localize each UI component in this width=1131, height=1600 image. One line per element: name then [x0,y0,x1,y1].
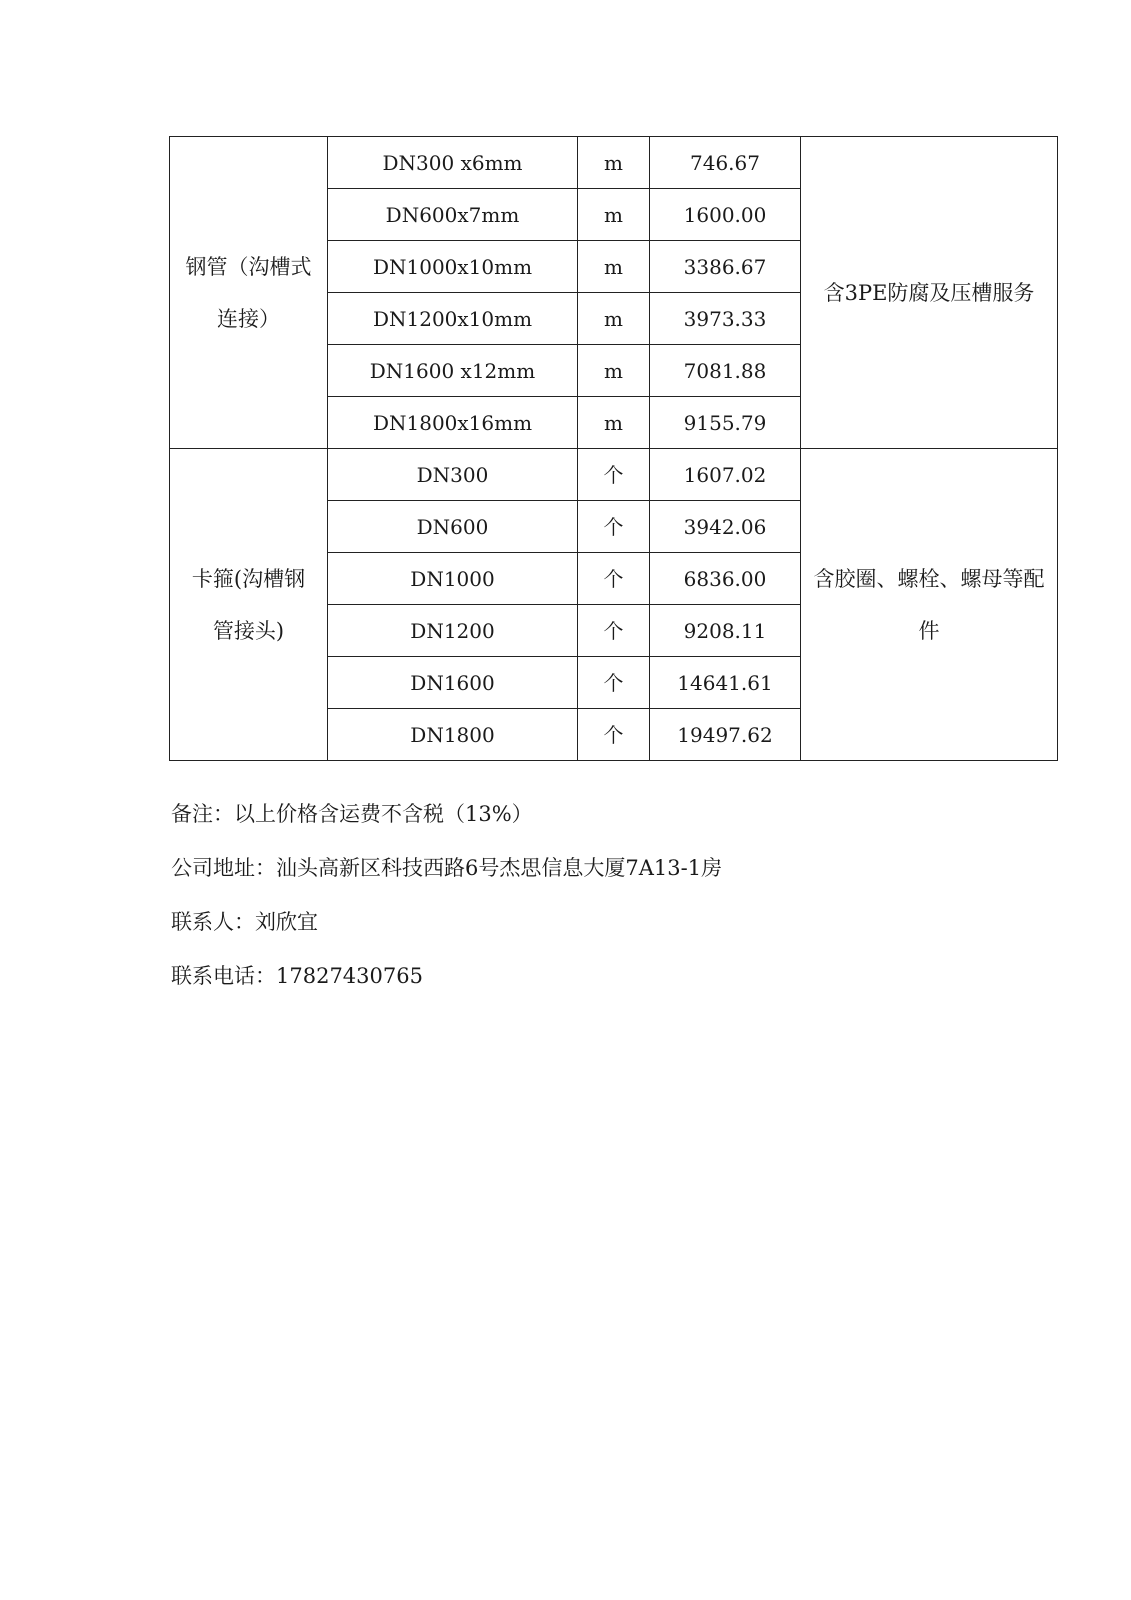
contact-person: 联系人：刘欣宜 [171,910,318,934]
unit-cell: m [578,189,650,241]
table-row [170,449,1058,501]
price-cell: 7081.88 [650,345,801,397]
spec-cell: DN1200 [328,605,578,657]
price-cell: 1607.02 [650,449,801,501]
spec-cell: DN300 x6mm [328,137,578,189]
spec-cell: DN1600 [328,657,578,709]
unit-cell: m [578,397,650,449]
unit-cell: 个 [578,449,650,501]
price-cell: 9208.11 [650,605,801,657]
group-name-clamp: 卡箍(沟槽钢管接头) [170,449,328,761]
company-address: 公司地址：汕头高新区科技西路6号杰思信息大厦7A13-1房 [171,856,723,880]
unit-cell: 个 [578,605,650,657]
price-cell: 19497.62 [650,709,801,761]
contact-phone: 联系电话：17827430765 [171,964,423,988]
notes-section [171,797,1051,1013]
price-cell: 3942.06 [650,501,801,553]
unit-cell: m [578,137,650,189]
group-name-steel-pipe: 钢管（沟槽式连接） [170,137,328,449]
unit-cell: m [578,293,650,345]
spec-cell: DN1200x10mm [328,293,578,345]
remark-text: 备注：以上价格含运费不含税（13%） [171,802,533,826]
price-cell: 9155.79 [650,397,801,449]
spec-cell: DN300 [328,449,578,501]
spec-cell: DN1800x16mm [328,397,578,449]
price-cell: 746.67 [650,137,801,189]
unit-cell: m [578,241,650,293]
price-table [169,136,1058,761]
price-cell: 1600.00 [650,189,801,241]
unit-cell: 个 [578,553,650,605]
spec-cell: DN1000x10mm [328,241,578,293]
group-note-clamp: 含胶圈、螺栓、螺母等配件 [801,449,1058,761]
price-cell: 6836.00 [650,553,801,605]
spec-cell: DN600 [328,501,578,553]
spec-cell: DN1600 x12mm [328,345,578,397]
unit-cell: 个 [578,501,650,553]
unit-cell: 个 [578,657,650,709]
price-cell: 3386.67 [650,241,801,293]
spec-cell: DN600x7mm [328,189,578,241]
spec-cell: DN1000 [328,553,578,605]
spec-cell: DN1800 [328,709,578,761]
unit-cell: m [578,345,650,397]
price-cell: 3973.33 [650,293,801,345]
group-note-steel-pipe: 含3PE防腐及压槽服务 [801,137,1058,449]
unit-cell: 个 [578,709,650,761]
price-cell: 14641.61 [650,657,801,709]
table-row [170,137,1058,189]
